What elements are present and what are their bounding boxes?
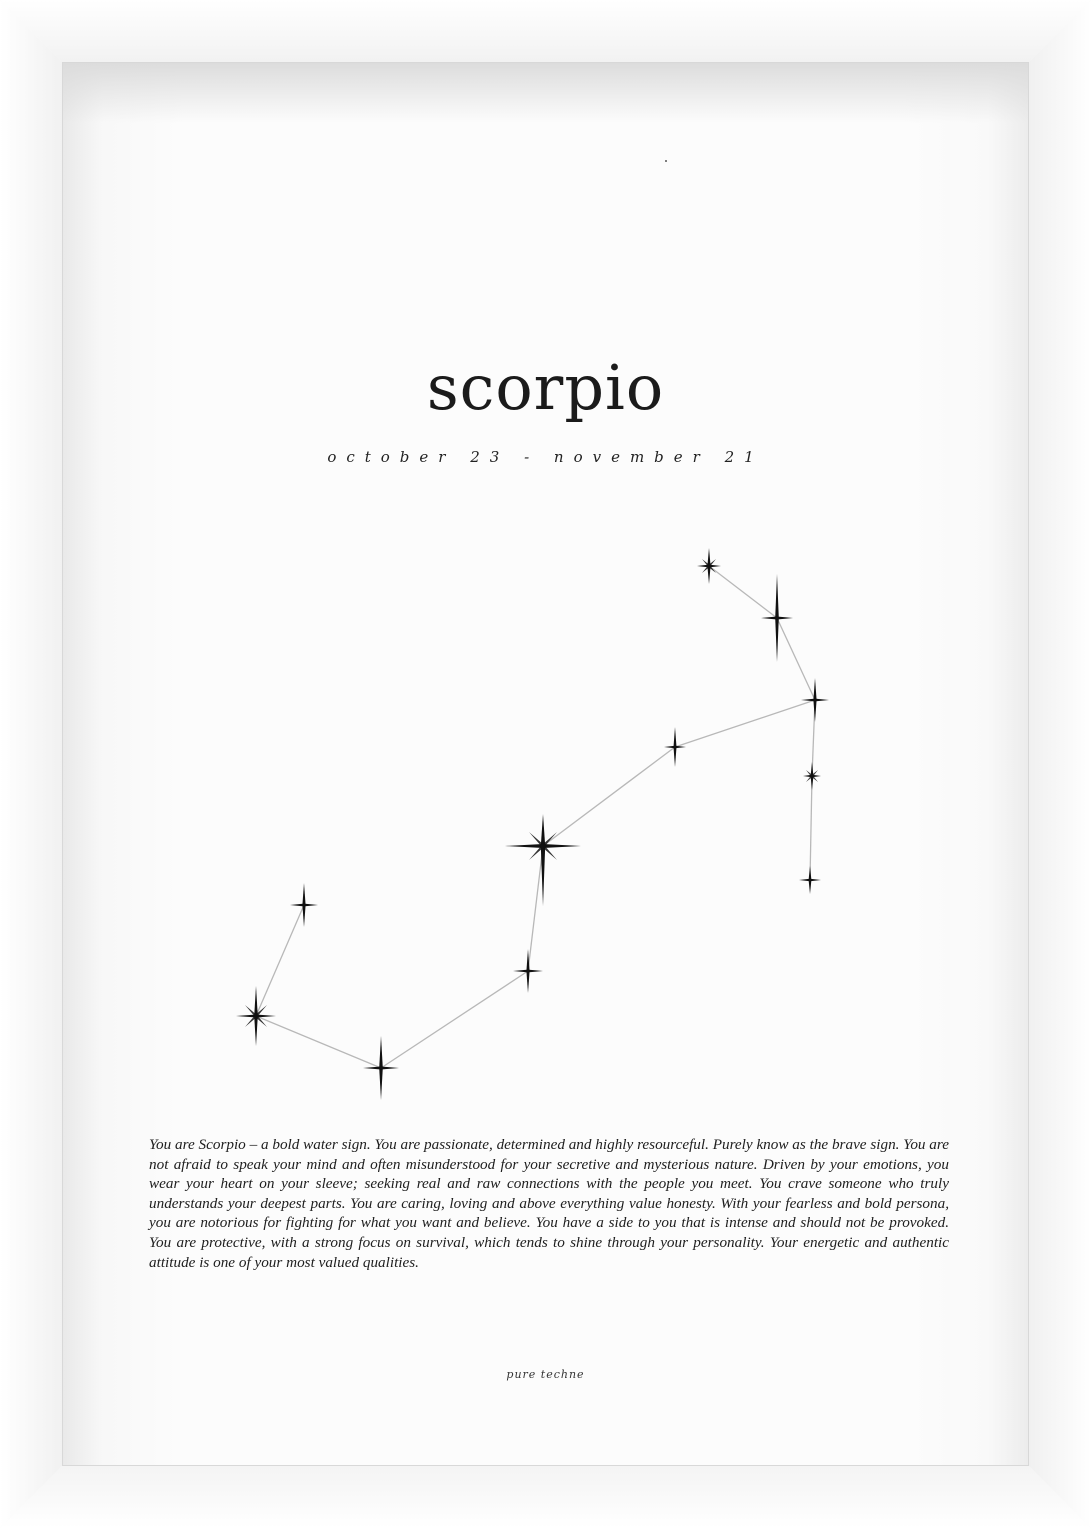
star [290,883,318,927]
star [363,1036,399,1100]
frame-right-bevel [1029,0,1091,1528]
constellation-line [381,971,528,1068]
constellation-line [256,905,304,1016]
frame-left-bevel [0,0,62,1528]
frame-bottom-bevel [0,1466,1091,1528]
poster-title: scorpio [426,351,665,424]
star [803,762,821,790]
poster-signature: pure techne [506,1368,585,1381]
star [664,727,686,767]
frame-top-bevel [0,0,1091,62]
constellation-line [543,747,675,846]
constellation-line [675,700,815,747]
star [801,678,829,722]
star [799,866,821,894]
constellation-lines [256,566,815,1068]
constellation-line [709,566,777,618]
star [513,949,543,993]
poster-dates: october 23 - november 21 [327,448,764,466]
constellation-line [777,618,815,700]
star [505,814,581,906]
star [236,986,276,1046]
constellation-line [810,776,812,880]
constellation-line [256,1016,381,1068]
star [697,548,721,584]
poster-print [63,63,1028,1465]
star [761,574,793,662]
constellation-line [528,846,543,971]
poster-description: You are Scorpio – a bold water sign. You are passionate, determined and highly resourceful. Purely know as the brave sign. You are not afraid to speak your mind and often misunderstood for your secretive and mysterious nature. Driven by your emotions, you wear your heart on your sleeve; seeking real and raw connections with the people you meet. You crave someone who truly understands your deepest parts. You are caring, loving and above everything value honesty. With your fearless and bold persona, you are notorious for fighting for what you want and believe. You have a side to you that is intense and should not be provoked. You are protective, with a strong focus on survival, which tends to shine through your personality. Your energetic and authentic attitude is one of your most valued qualities. [149,1136,949,1271]
dust-speck [665,160,667,162]
